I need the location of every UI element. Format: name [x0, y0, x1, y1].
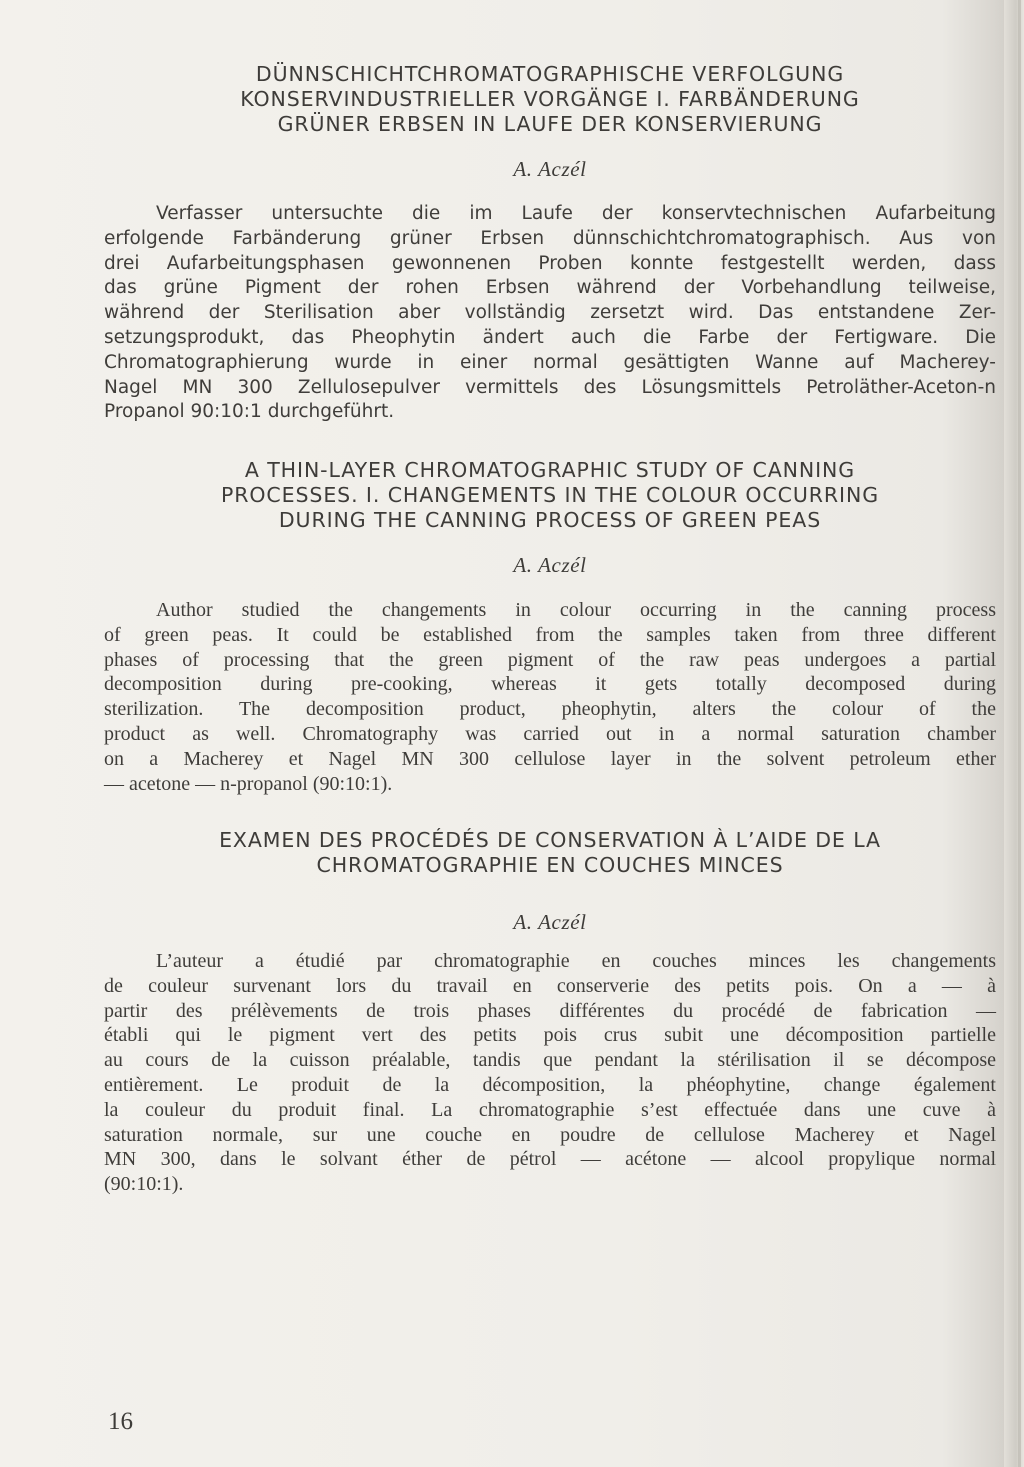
abstract-text [104, 598, 996, 796]
abstract-line: of green peas. It could be established from the samples taken from three different [104, 623, 996, 646]
title-line: DÜNNSCHICHTCHROMATOGRAPHISCHE VERFOLGUNG [255, 62, 845, 86]
abstract-line: établi qui le pigment vert des petits pois crus subit une décomposition partielle [104, 1024, 996, 1047]
abstract-section-english [104, 458, 996, 796]
abstract-line: la couleur du produit final. La chromatographie s’est effectuée dans une cuve à [104, 1098, 996, 1121]
page-number: 16 [108, 1408, 133, 1435]
abstract-line: Chromatographierung wurde in einer normal gesättigten Wanne auf Macherey- [104, 351, 996, 373]
abstract-line: während der Sterilisation aber vollständig zersetzt wird. Das entstandene Zer- [104, 302, 996, 324]
author-name: A. Aczél [513, 157, 587, 181]
abstract-line: — acetone — n-propanol (90:10:1). [104, 772, 393, 795]
abstract-line: Propanol 90:10:1 durchgeführt. [104, 401, 395, 423]
abstract-line: das grüne Pigment der rohen Erbsen während der Vorbehandlung teilweise, [104, 277, 996, 299]
title-line: CHROMATOGRAPHIE EN COUCHES MINCES [316, 853, 784, 877]
abstract-line: MN 300, dans le solvant éther de pétrol — acétone — alcool propylique normal [104, 1148, 996, 1171]
title-line: GRÜNER ERBSEN IN LAUFE DER KONSERVIERUNG [277, 112, 823, 136]
page-binding-edge [1004, 0, 1024, 1467]
section-title [104, 62, 996, 137]
abstract-line: de couleur survenant lors du travail en conserverie des petits pois. On a — à [104, 974, 996, 997]
abstract-line: drei Aufarbeitungsphasen gewonnenen Proben konnte festgestellt werden, dass [104, 252, 996, 274]
title-line: DURING THE CANNING PROCESS OF GREEN PEAS [278, 508, 822, 532]
title-line: PROCESSES. I. CHANGEMENTS IN THE COLOUR OCCURRING [220, 483, 880, 507]
title-line: KONSERVINDUSTRIELLER VORGÄNGE I. FARBÄNDERUNG [240, 87, 860, 111]
abstract-line: on a Macherey et Nagel MN 300 cellulose layer in the solvent petroleum ether [104, 747, 996, 770]
abstract-section-french [104, 828, 996, 1197]
section-title [104, 458, 996, 533]
section-title [104, 828, 996, 878]
abstract-line: au cours de la cuisson préalable, tandis que pendant la stérilisation il se décompose [104, 1049, 996, 1072]
abstract-line: sterilization. The decomposition product, pheophytin, alters the colour of the [104, 698, 996, 721]
abstract-line: saturation normale, sur une couche en poudre de cellulose Macherey et Nagel [104, 1123, 996, 1146]
abstract-line: L’auteur a étudié par chromatographie en couches minces les changements [156, 950, 996, 972]
abstract-line: (90:10:1). [104, 1173, 184, 1196]
abstract-line: partir des prélèvements de trois phases différentes du procédé de fabrication — [104, 999, 996, 1022]
abstract-line: setzungsprodukt, das Pheophytin ändert auch die Farbe der Fertigware. Die [104, 326, 996, 348]
abstract-line: decomposition during pre-cooking, whereas it gets totally decomposed during [104, 673, 996, 696]
abstract-text [104, 949, 996, 1197]
author-name: A. Aczél [513, 910, 587, 934]
abstract-line: Verfasser untersuchte die im Laufe der konservtechnischen Aufarbeitung [156, 203, 996, 224]
title-line: EXAMEN DES PROCÉDÉS DE CONSERVATION À L’AIDE DE LA [219, 828, 881, 852]
abstract-line: Nagel MN 300 Zellulosepulver vermittels des Lösungsmittels Petroläther-Aceton-n [104, 376, 996, 398]
abstract-line: phases of processing that the green pigment of the raw peas undergoes a partial [104, 648, 996, 671]
title-line: A THIN-LAYER CHROMATOGRAPHIC STUDY OF CANNING [244, 458, 856, 482]
abstract-section-german [104, 62, 996, 425]
abstract-line: product as well. Chromatography was carried out in a normal saturation chamber [104, 722, 996, 745]
abstract-line: entièrement. Le produit de la décomposition, la phéophytine, change également [104, 1073, 996, 1096]
abstract-text [104, 202, 996, 425]
abstract-line: erfolgende Farbänderung grüner Erbsen dünnschichtchromatographisch. Aus von [104, 227, 996, 249]
author-name: A. Aczél [513, 553, 587, 577]
page-edge-shadow [1018, 0, 1021, 1467]
abstract-line: Author studied the changements in colour occurring in the canning process [156, 599, 996, 621]
